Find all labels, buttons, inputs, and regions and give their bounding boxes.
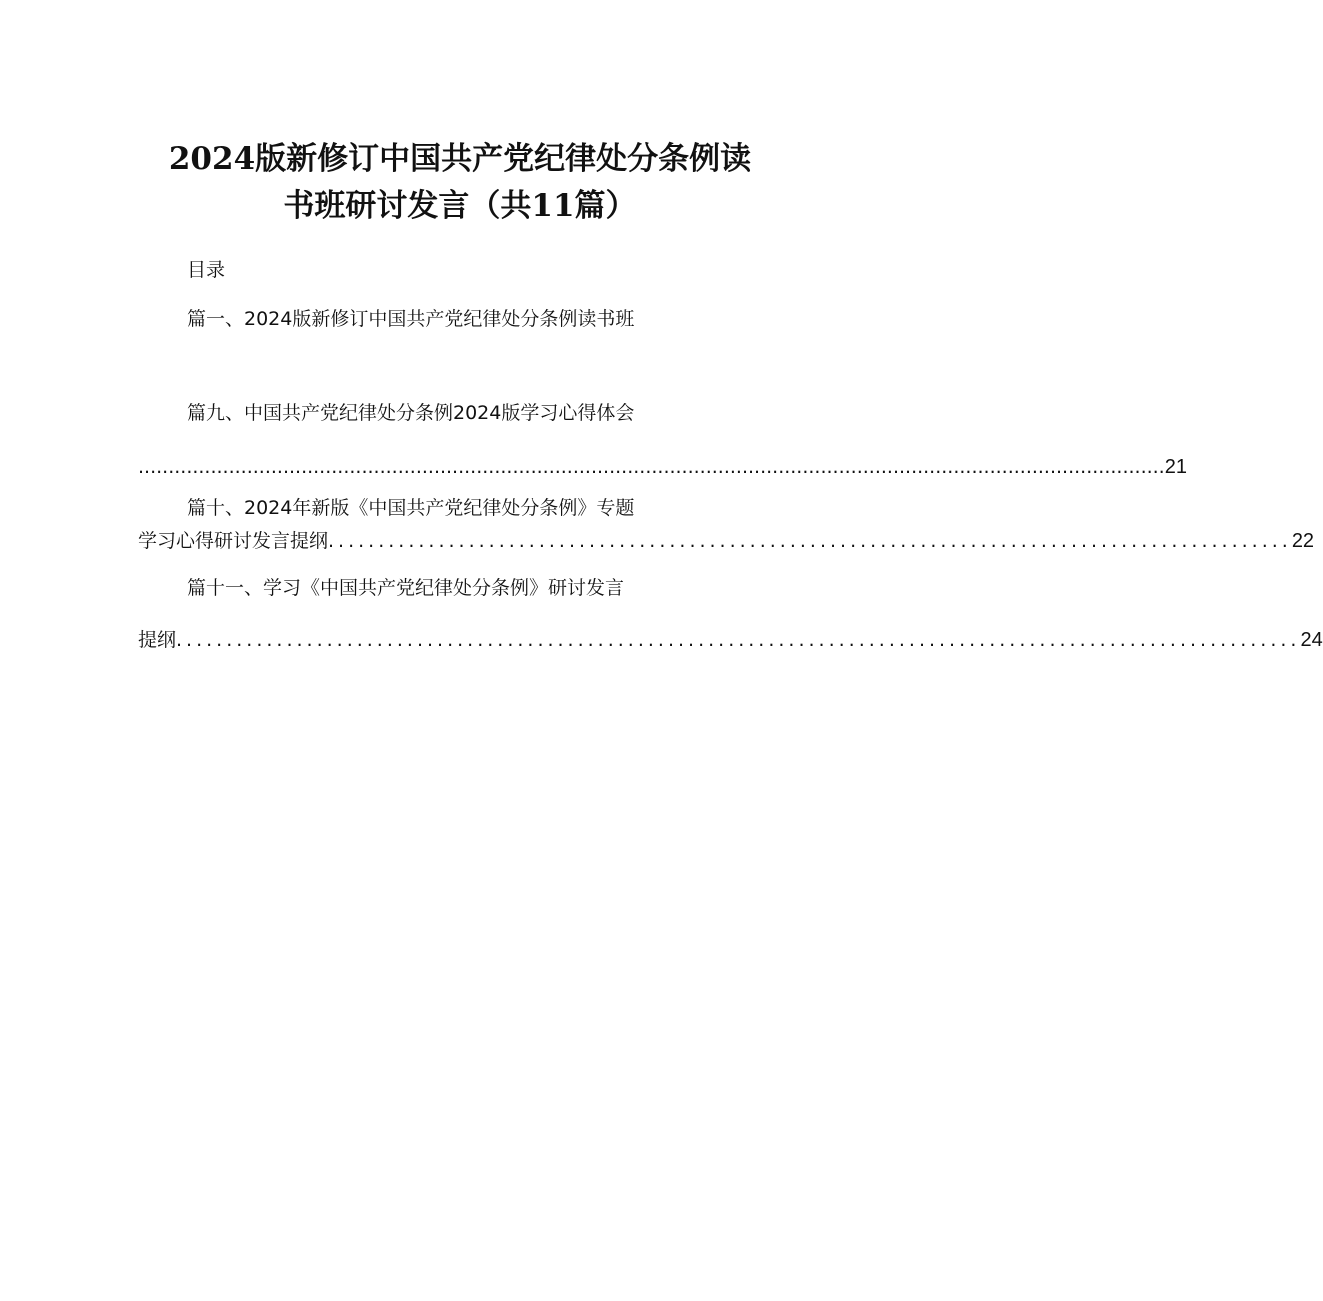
dot-leader: ................................................................................................................	[176, 629, 1301, 651]
toc-page-number: 22	[1291, 530, 1315, 552]
toc-entry-3[interactable]: 篇十、2024年新版《中国共产党纪律处分条例》专题	[187, 497, 635, 519]
toc-entry-4[interactable]: 篇十一、学习《中国共产党纪律处分条例》研讨发言	[187, 577, 625, 599]
toc-entry-3-continuation[interactable]: 学习心得研讨发言提纲	[138, 530, 329, 552]
dot-leader: ..........................................................................................................................................................................	[138, 456, 1165, 478]
toc-entry-1[interactable]: 篇一、2024版新修订中国共产党纪律处分条例读书班	[187, 308, 635, 330]
toc-entry-3-leader	[138, 527, 1315, 555]
document-title-line-1: 2024版新修订中国共产党纪律处分条例读	[168, 141, 752, 177]
toc-page-number: 21	[1164, 456, 1187, 478]
toc-entry-4-continuation[interactable]: 提纲	[138, 629, 177, 651]
toc-entry-2-leader	[138, 453, 1187, 481]
toc-entry-4-leader	[138, 626, 1323, 654]
toc-page-number: 24	[1300, 629, 1323, 651]
toc-entry-2[interactable]: 篇九、中国共产党纪律处分条例2024版学习心得体会	[187, 402, 635, 424]
toc-heading: 目录	[187, 259, 226, 281]
dot-leader: ................................................................................................	[328, 530, 1292, 552]
document-title-line-2: 书班研讨发言（共11篇）	[283, 188, 637, 224]
